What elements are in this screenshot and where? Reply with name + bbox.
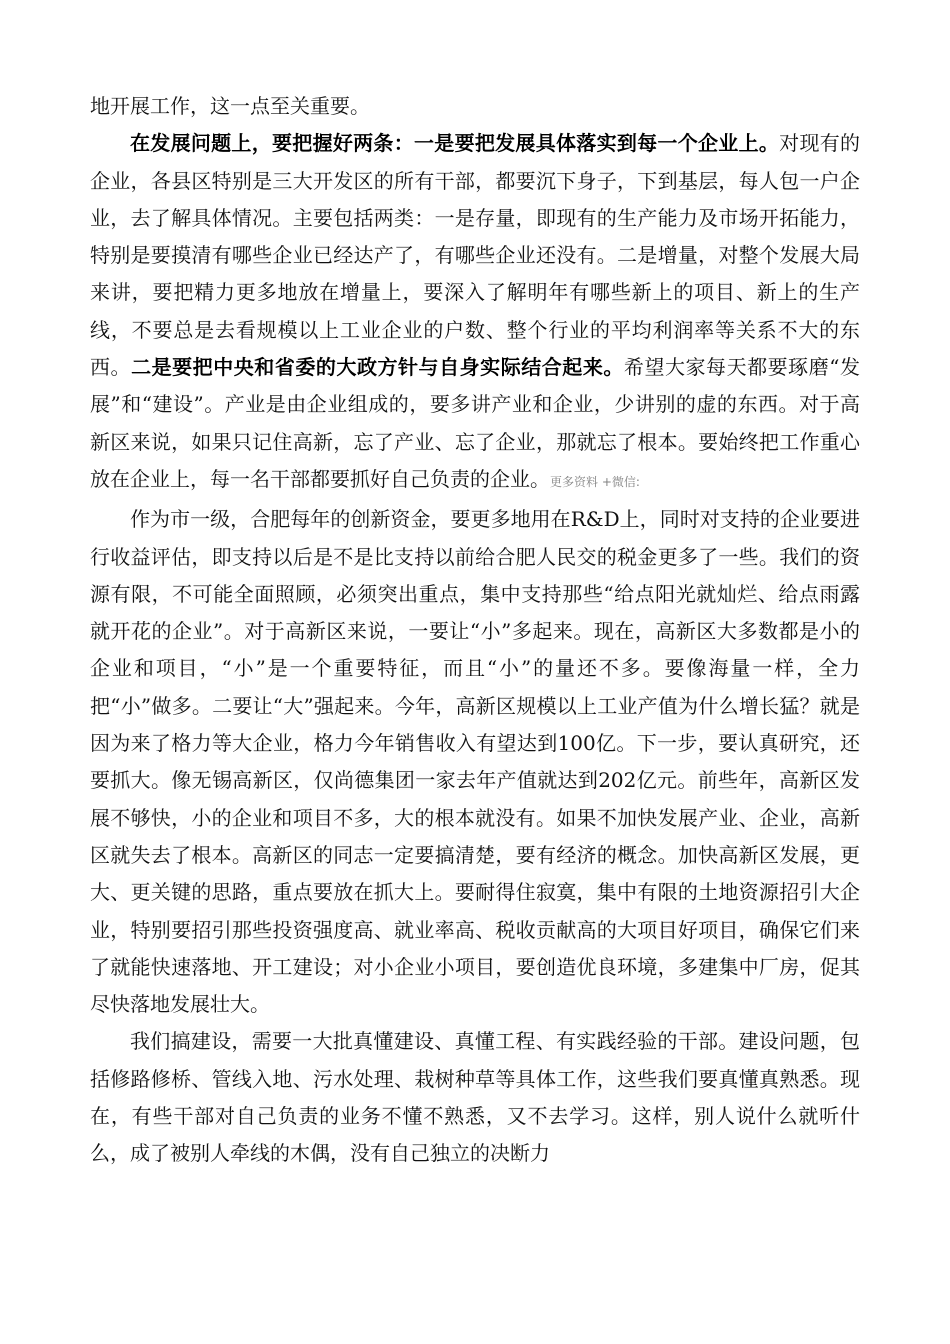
paragraph-construction: 我们搞建设，需要一大批真懂建设、真懂工程、有实践经验的干部。建设问题，包括修路修桥、管线入地、污水处理、栽树种草等具体工作，这些我们要真懂真熟悉。现在，有些干部对自己负责的业务不懂不熟悉，又不去学习。这样，别人说什么就听什么，成了被别人牵线的木偶，没有自己独立的决断力 — [90, 1029, 860, 1166]
paragraph-innovation-fund: 作为市一级，合肥每年的创新资金，要更多地用在R&D上，同时对支持的企业要进行收益评估，即支持以后是不是比支持以前给合肥人民交的税金更多了一些。我们的资源有限，不可能全面照顾，必须突出重点，集中支持那些“给点阳光就灿烂、给点雨露就开花的企业”。对于高新区来说，一要让“小”多起来。现在，高新区大多数都是小的企业和项目，“小”是一个重要特征，而且“小”的量还不多。要像海量一样，全力把“小”做多。二要让“大”强起来。今年，高新区规模以上工业产值为什么增长猛？就是因为来了格力等大企业，格力今年销售收入有望达到100亿。下一步，要认真研究，还要抓大。像无锡高新区，仅尚德集团一家去年产值就达到202亿元。前些年，高新区发展不够快，小的企业和项目不多，大的根本就没有。如果不加快发展产业、企业，高新区就失去了根本。高新区的同志一定要搞清楚，要有经济的概念。加快高新区发展，更大、更关键的思路，重点要放在抓大上。要耐得住寂寞，集中有限的土地资源招引大企业，特别要招引那些投资强度高、就业率高、税收贡献高的大项目好项目，确保它们来了就能快速落地、开工建设；对小企业小项目，要创造优良环境，多建集中厂房，促其尽快落地发展壮大。 — [90, 507, 860, 1017]
document-body — [90, 88, 860, 1173]
paragraph-policy-text: 希望大家每天都要琢磨“发展”和“建设”。产业是由企业组成的，要多讲产业和企业，少讲别的虚的东西。对于高新区来说，如果只记住高新，忘了产业、忘了企业，那就忘了根本。要始终把工作重心放在企业上，每一名干部都要抓好自己负责的企业。 — [90, 355, 861, 491]
watermark-note: 更多资料 +微信: — [550, 474, 640, 489]
bold-heading-development: 在发展问题上，要把握好两条：一是要把发展具体落实到每一个企业上。 — [130, 131, 780, 156]
paragraph-continuation: 地开展工作，这一点至关重要。 — [90, 94, 370, 118]
paragraph-development — [90, 125, 860, 501]
paragraph-development-text: 对现有的企业，各县区特别是三大开发区的所有干部，都要沉下身子，下到基层，每人包一户企业，去了解具体情况。主要包括两类：一是存量，即现有的生产能力及市场开拓能力，特别是要摸清有哪些企业已经达产了，有哪些企业还没有。二是增量，对整个发展大局来讲，要把精力更多地放在增量上，要深入了解明年有哪些新上的项目、新上的生产线，不要总是去看规模以上工业企业的户数、整个行业的平均利润率等关系不大的东西。 — [90, 131, 861, 380]
bold-heading-policy: 二是要把中央和省委的大政方针与自身实际结合起来。 — [131, 355, 624, 380]
